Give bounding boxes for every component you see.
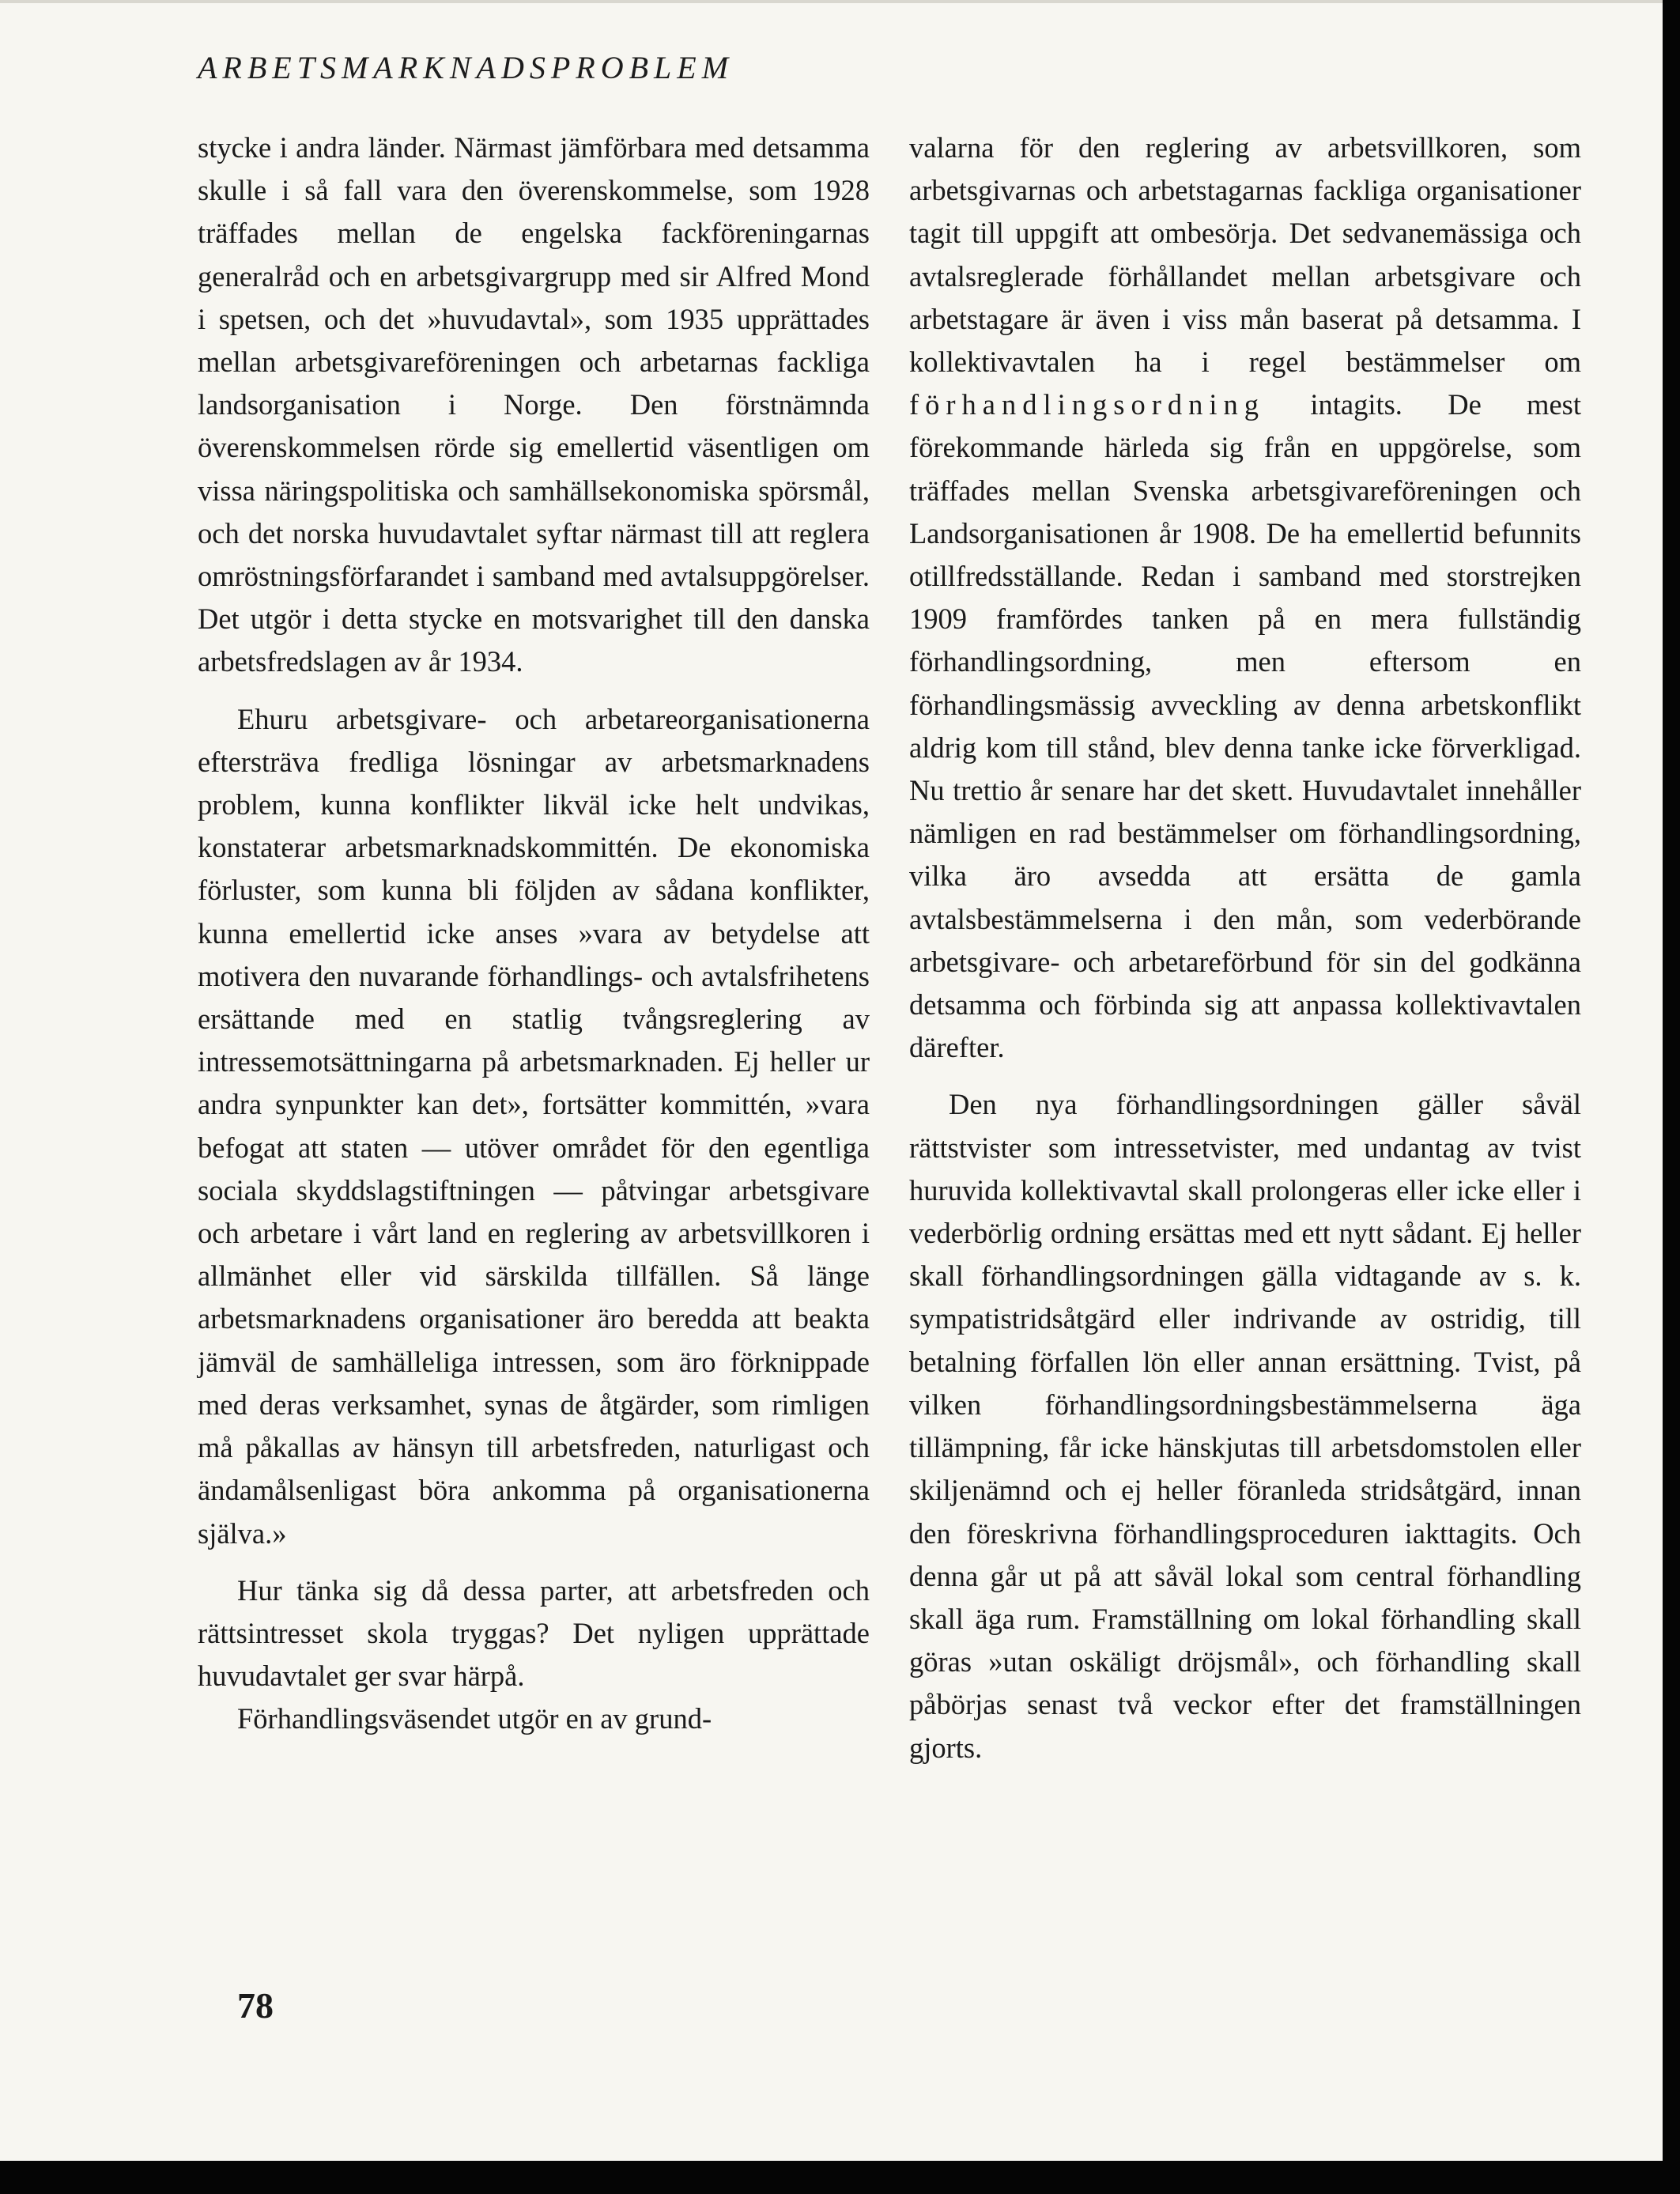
spaced-term: förhandlingsordning xyxy=(909,388,1266,421)
running-head: ARBETSMARKNADSPROBLEM xyxy=(198,50,734,85)
left-paragraph-3: Hur tänka sig då dessa parter, att arbetsfreden och rättsintresset skola tryggas? Det nyligen upprättade huvudavtalet ger svar härpå. xyxy=(198,1573,870,1693)
scan-border-top xyxy=(0,0,1680,3)
right-paragraph-2: Den nya förhandlingsordningen gäller såväl rättstvister som intressetvister, med undantag av tvist huruvida kollektivavtal skall prolongeras eller icke eller i vederbörlig ordning ersättas med ett nytt sådant. Ej heller skall förhandlingsordningen gälla vidtagande av s. k. sympatistridsåtgärd eller indrivande av ostridig, till betalning förfallen lön eller annan ersättning. Tvist, på vilken förhandlingsordningsbestämmelserna äga tillämpning, får icke hänskjutas till arbetsdomstolen eller skiljenämnd och ej heller föranleda stridsåtgärd, innan den föreskrivna förhandlingsproceduren iakttagits. Och denna går ut på att såväl lokal som central förhandling skall äga rum. Framställning om lokal förhandling skall göras »utan oskäligt dröjsmål», och förhandling skall påbörjas senast två veckor efter det framställningen gjorts. xyxy=(909,1088,1581,1764)
left-paragraph-1: stycke i andra länder. Närmast jämförbara med detsamma skulle i så fall vara den överenskommelse, som 1928 träffades mellan de engelska fackföreningarnas generalråd och en arbetsgivargrupp med sir Alfred Mond i spetsen, och det »huvudavtal», som 1935 upprättades mellan arbetsgivareföreningen och arbetarnas fackliga landsorganisation i Norge. Den förstnämnda överenskommelsen rörde sig emellertid väsentligen om vissa näringspolitiska och samhällsekonomiska spörsmål, och det norska huvudavtalet syftar närmast till att reglera omröstningsförfarandet i samband med avtalsuppgörelser. Det utgör i detta stycke en motsvarighet till den danska arbetsfredslagen av år 1934. xyxy=(198,131,870,678)
left-paragraph-2: Ehuru arbetsgivare- och arbetareorganisationerna eftersträva fredliga lösningar av arbetsmarknadens problem, kunna konflikter likväl icke helt undvikas, konstaterar arbetsmarknadskommittén. De ekonomiska förluster, som kunna bli följden av sådana konflikter, kunna emellertid icke anses »vara av betydelse att motivera den nuvarande förhandlings- och avtalsfrihetens ersättande med en statlig tvångsreglering av intressemotsättningarna på arbetsmarknaden. Ej heller ur andra synpunkter kan det», fortsätter kommittén, »vara befogat att staten — utöver området för den egentliga sociala skyddslagstiftningen — påtvingar arbetsgivare och arbetare i vårt land en reglering av arbetsvillkoren i allmänhet eller vid särskilda tillfällen. Så länge arbetsmarknadens organisationer äro beredda att beakta jämväl de samhälleliga intressen, som äro förknippade med deras verksamhet, synas de åtgärder, som rimligen må påkallas av hänsyn till arbetsfreden, naturligast och ändamålsenligast böra ankomma på organisationerna själva.» xyxy=(198,702,870,1550)
left-paragraph-4: Förhandlingsväsendet utgör en av grund- xyxy=(237,1702,712,1735)
right-paragraph-1-end: intagits. De mest förekommande härleda sig från en uppgörelse, som träffades mellan Svenska arbetsgivareföreningen och Landsorganisationen år 1908. De ha emellertid befunnits otillfredsställande. Redan i samband med storstrejken 1909 framfördes tanken på en mera fullständig förhandlingsordning, men eftersom en förhandlingsmässig avveckling av denna arbetskonflikt aldrig kom till stånd, blev denna tanke icke förverkligad. Nu trettio år senare har det skett. Huvudavtalet innehåller nämligen en rad bestämmelser om förhandlingsordning, vilka äro avsedda att ersätta de gamla avtalsbestämmelserna i den mån, som vederbörande arbetsgivare- och arbetareförbund för sin del godkänna detsamma och förbinda sig att anpassa kollektivavtalen därefter. xyxy=(909,388,1581,1064)
scan-border-right xyxy=(1663,0,1680,2194)
right-column xyxy=(909,127,1581,1769)
left-column xyxy=(198,127,870,1741)
scan-border-bottom xyxy=(0,2161,1680,2194)
page-number: 78 xyxy=(237,1985,274,2026)
right-paragraph-1 xyxy=(909,127,1581,1069)
right-paragraph-1-start: valarna för den reglering av arbetsvillkoren, som arbetsgivarnas och arbetstagarnas fackliga organisationer tagit till uppgift att ombesörja. Det sedvanemässiga och avtalsreglerade förhållandet mellan arbetsgivare och arbetstagare är även i viss mån baserat på detsamma. I kollektivavtalen ha i regel bestämmelser om xyxy=(909,131,1581,379)
